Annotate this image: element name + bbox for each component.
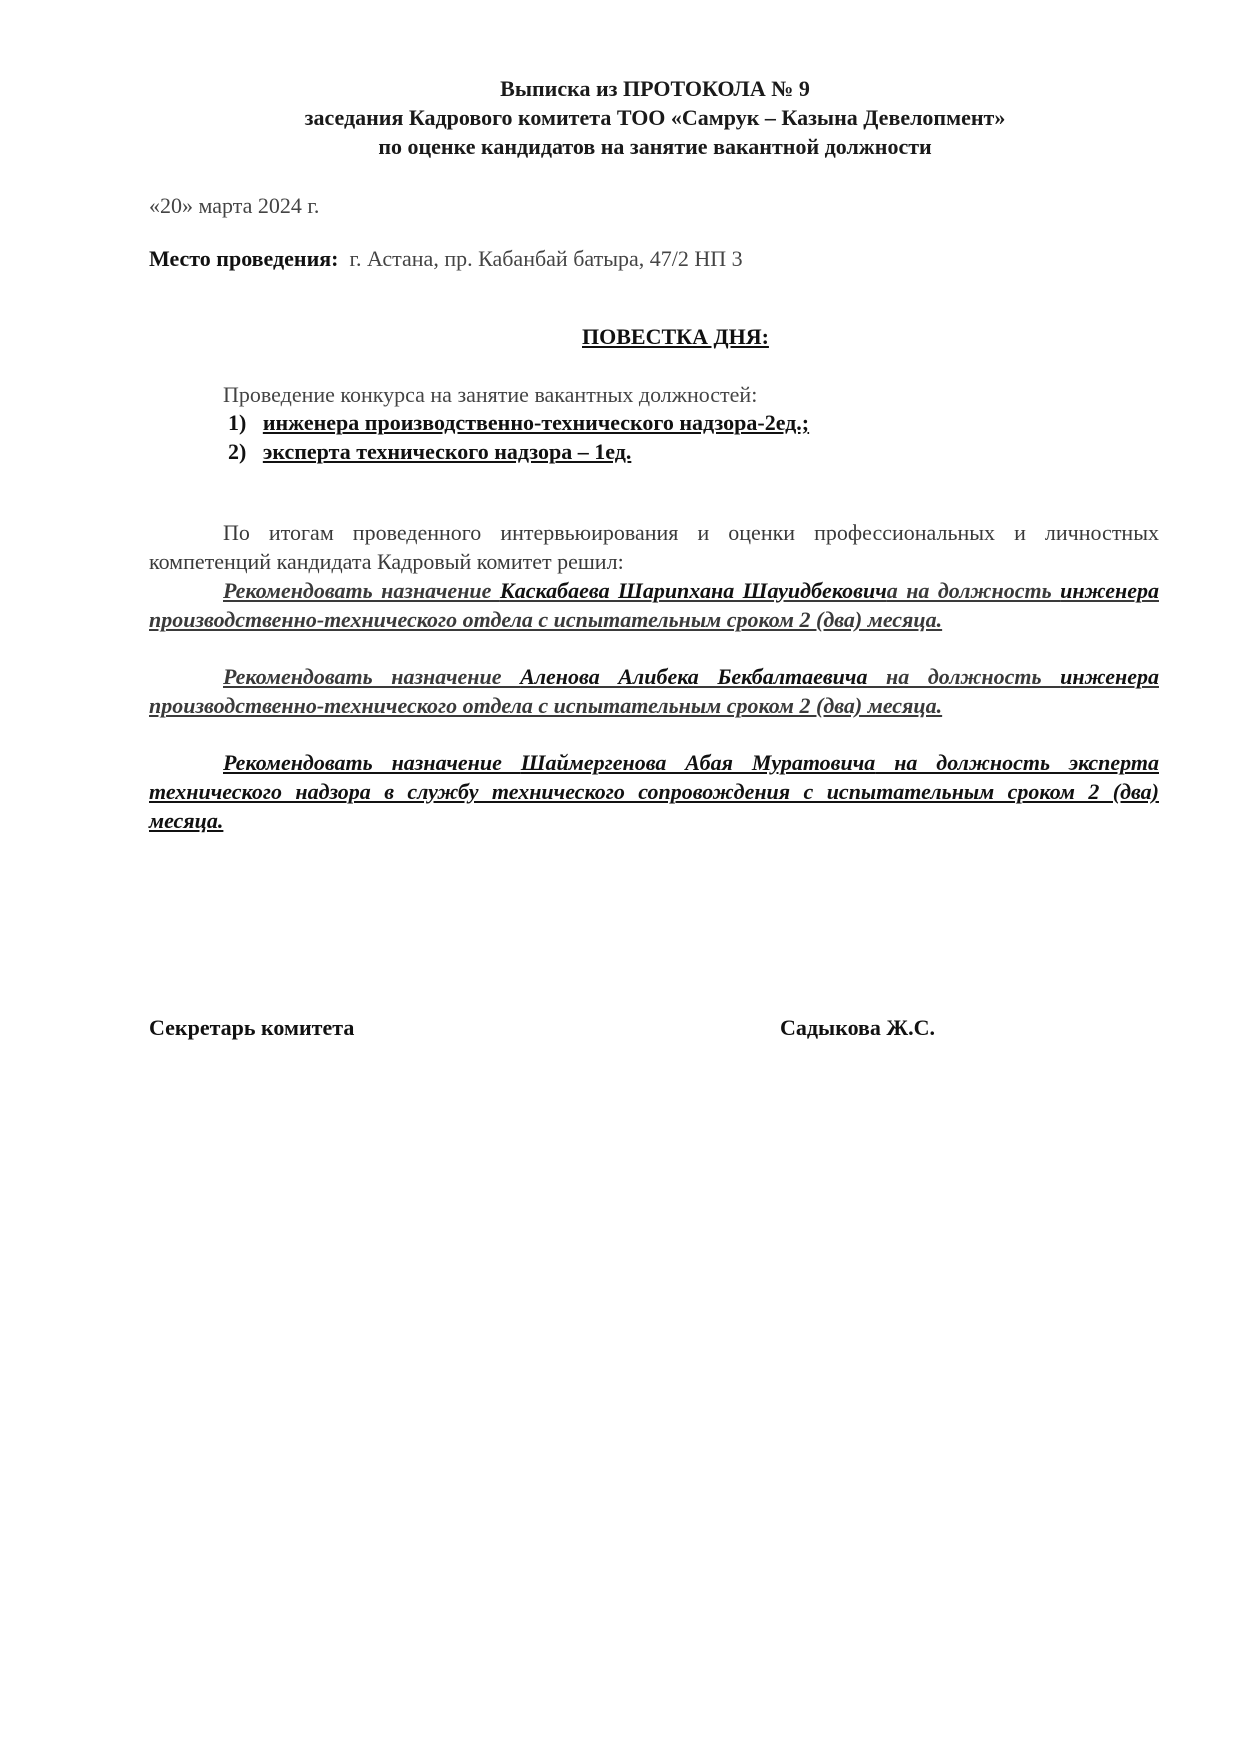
recommendation-role: инженера xyxy=(1060,664,1159,689)
candidate-name: Аленова Алибека Бекбалтаевича xyxy=(520,664,868,689)
signature-position: Секретарь комитета xyxy=(149,1015,355,1040)
recommendation-prefix: Рекомендовать назначение xyxy=(223,664,521,689)
agenda-item xyxy=(228,410,809,436)
document-title xyxy=(0,74,1240,161)
place-label: Место проведения: xyxy=(149,246,339,271)
agenda-item-text: инженера производственно-технического надзора-2ед.; xyxy=(262,410,810,435)
recommendation-position: на должность эксперта технического надзора в службу технического сопровождения с испытательным сроком 2 (два) месяца. xyxy=(149,750,1159,833)
candidate-name: Каскабаева Шарипхана Шауидбекович xyxy=(499,578,887,603)
agenda-title: ПОВЕСТКА ДНЯ: xyxy=(582,324,769,349)
agenda-item-number: 1) xyxy=(228,410,247,435)
recommendation-terms: производственно-технического отдела с испытательным сроком 2 (два) месяца. xyxy=(149,607,943,632)
recommendation-2 xyxy=(149,662,1159,720)
recommendation-3 xyxy=(149,748,1159,835)
decision-intro-text: По итогам проведенного интервьюирования и оценки профессиональных и личностных компетенций кандидата Кадровый комитет решил: xyxy=(149,520,1159,574)
recommendation-terms: производственно-технического отдела с испытательным сроком 2 (два) месяца. xyxy=(149,693,943,718)
recommendation-prefix: Рекомендовать назначение xyxy=(223,578,500,603)
title-line-3: по оценке кандидатов на занятие вакантной должности xyxy=(378,134,932,159)
recommendation-position: на должность xyxy=(867,664,1061,689)
candidate-name: Шаймергенова Абая Муратовича xyxy=(520,750,876,775)
recommendation-position: а на должность xyxy=(886,578,1061,603)
title-line-2: заседания Кадрового комитета ТОО «Самрук – Казына Девелопмент» xyxy=(304,105,1006,130)
signature-name: Садыкова Ж.С. xyxy=(780,1015,936,1040)
place-value: г. Астана, пр. Кабанбай батыра, 47/2 НП 3 xyxy=(349,246,743,271)
agenda-item xyxy=(228,439,631,465)
agenda-item-text: эксперта технического надзора – 1ед. xyxy=(262,439,632,464)
decision-intro xyxy=(149,518,1159,576)
meeting-date: «20» марта 2024 г. xyxy=(149,193,320,218)
title-line-1: Выписка из ПРОТОКОЛА № 9 xyxy=(500,76,810,101)
recommendation-prefix: Рекомендовать назначение xyxy=(223,750,521,775)
recommendation-1 xyxy=(149,576,1159,634)
agenda-intro: Проведение конкурса на занятие вакантных должностей: xyxy=(223,382,758,407)
recommendation-role: инженера xyxy=(1060,578,1159,603)
meeting-place xyxy=(149,246,743,272)
agenda-item-number: 2) xyxy=(228,439,247,464)
